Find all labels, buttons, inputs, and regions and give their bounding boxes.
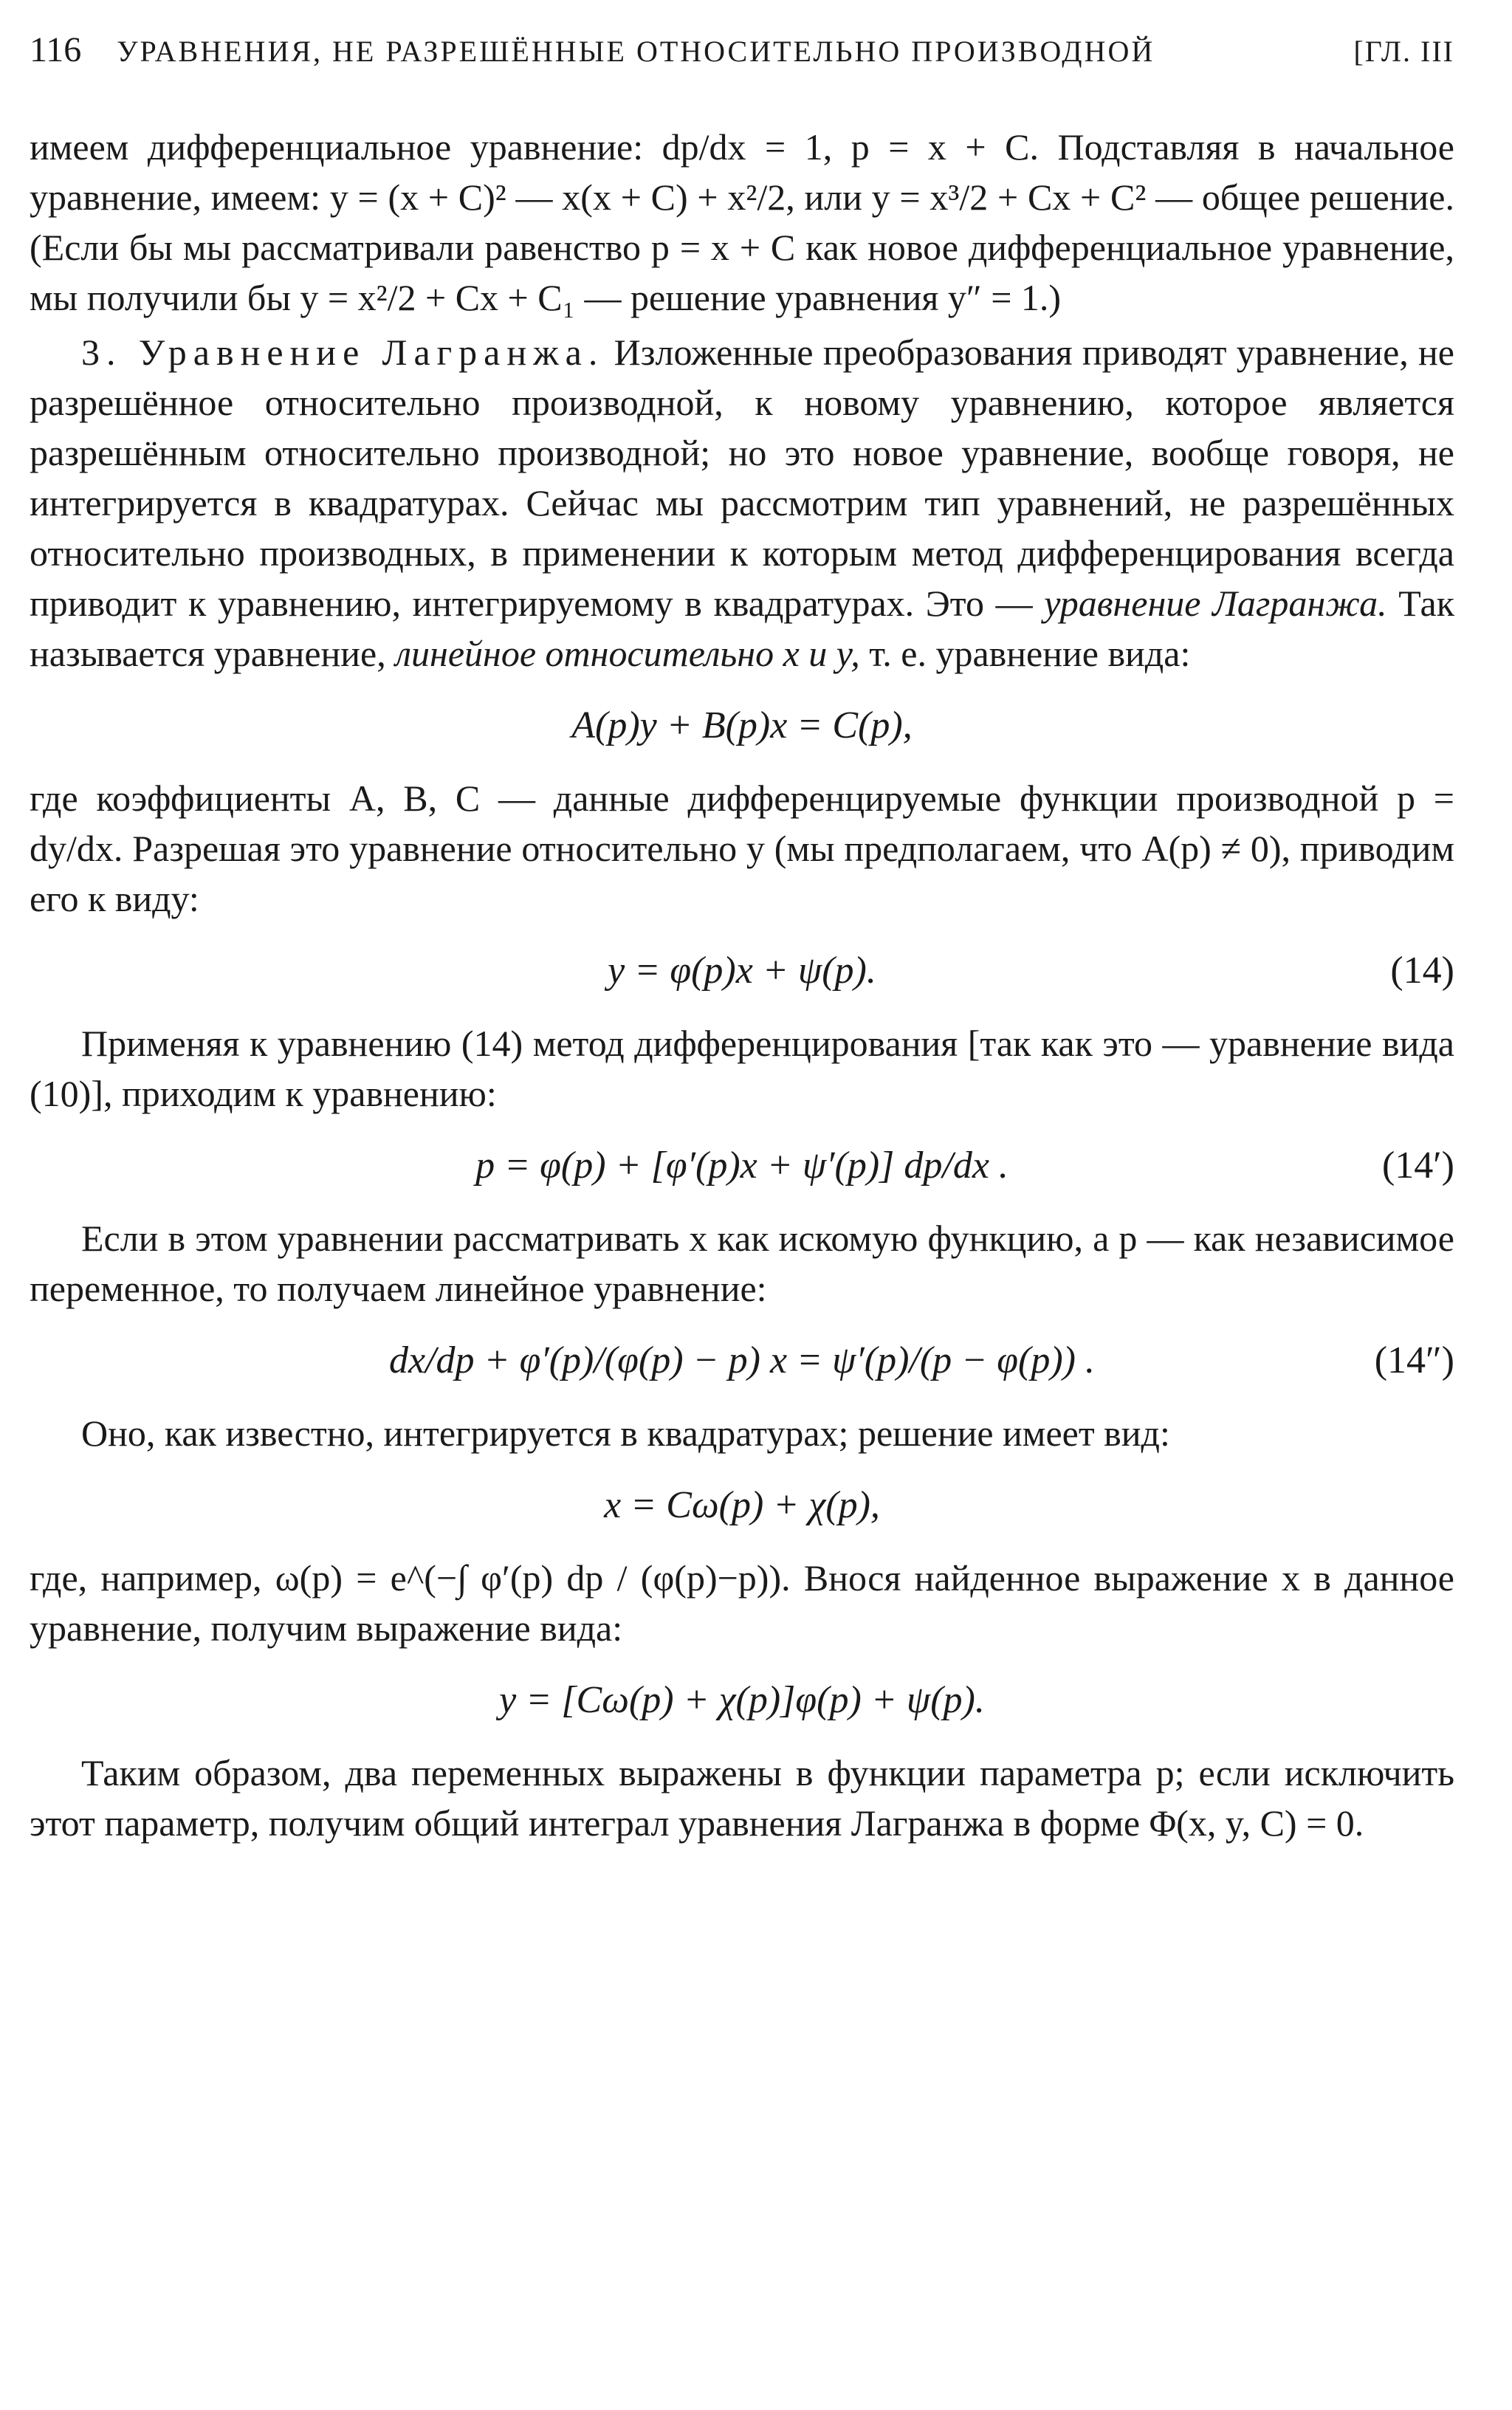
paragraph-text: Так называется уравнение, [30,583,1454,674]
equation-body: y = [Cω(p) + χ(p)]φ(p) + ψ(p). [499,1679,985,1721]
equation-number: (14) [1390,950,1454,992]
section-heading: 3. Уравнение Лагранжа. [81,332,605,373]
paragraph-text: Изложенные преобразования приводят уравнение, не разрешённое относительно производной, к новому уравнению, которое является разрешённым относительно производной; но это новое уравнение, вообще говоря, не интегрируется в квадратурах. Сейчас мы рассмотрим тип уравнений, не разрешённых относительно производных, в применении к которым метод дифференцирования всегда приводит к уравнению, интегрируемому в квадратурах. Это — [30,332,1455,624]
chapter-marker: [ГЛ. III [1353,35,1454,68]
paragraph-lagrange-intro [30,327,1454,679]
paragraph-differentiation: Применяя к уравнению (14) метод дифференцирования [так как это — уравнение вида (10)], приходим к уравнению: [30,1023,1454,1114]
equation-body: dx/dp + φ′(p)/(φ(p) − p) x = ψ′(p)/(p − φ(p)) . [388,1339,1095,1381]
equation-body: p = φ(p) + [φ′(p)x + ψ′(p)] dp/dx . [475,1144,1008,1187]
emphasis-term: линейное относительно x и y, [395,633,860,674]
running-title: УРАВНЕНИЯ, НЕ РАЗРЕШЁННЫЕ ОТНОСИТЕЛЬНО ПРОИЗВОДНОЙ [117,35,1155,68]
paragraph-omega-definition: где, например, ω(p) = e^(−∫ φ′(p) dp / (φ(p)−p)). Внося найденное выражение x в данное уравнение, получим выражение вида: [30,1557,1454,1649]
running-head [30,30,1454,70]
paragraph-linear-equation: Если в этом уравнении рассматривать x как искомую функцию, а p — как независимое переменное, то получаем линейное уравнение: [30,1218,1454,1309]
paragraph-conclusion: Таким образом, два переменных выражены в функции параметра p; если исключить этот параметр, получим общий интеграл уравнения Лагранжа в форме Φ(x, y, C) = 0. [30,1752,1454,1844]
equation-solution-y [30,1674,1454,1727]
paragraph-quadratures: Оно, как известно, интегрируется в квадратурах; решение имеет вид: [81,1412,1170,1454]
equation-solution-x [30,1479,1454,1532]
equation-14-prime [30,1139,1454,1192]
equation-body: A(p)y + B(p)x = C(p), [571,704,913,746]
equation-number: (14′) [1381,1144,1454,1187]
equation-lagrange [30,699,1454,752]
equation-number: (14″) [1374,1339,1454,1381]
equation-body: y = φ(p)x + ψ(p). [608,950,876,992]
paragraph-coefficients: где коэффициенты A, B, C — данные дифференцируемые функции производной p = dy/dx. Разрешая это уравнение относительно y (мы предполагаем, что A(p) ≠ 0), приводим его к виду: [30,777,1454,919]
paragraph-text: т. е. уравнение вида: [859,633,1191,674]
book-page [30,30,1454,2378]
equation-14-double-prime [30,1334,1454,1387]
paragraph-general-solution: имеем дифференциальное уравнение: dp/dx = 1, p = x + C. Подставляя в начальное уравнение, имеем: y = (x + C)² — x(x + C) + x²/2, или y = x³/2 + Cx + C² — общее решение. (Если бы мы рассматривали равенство p = x + C как новое дифференциальное уравнение, мы получили бы y = x²/2 + Cx + C₁ — решение уравнения y″ = 1.) [30,126,1454,318]
page-number: 116 [30,30,82,69]
equation-14 [30,944,1454,998]
equation-body: x = Cω(p) + χ(p), [604,1484,880,1526]
emphasis-term: уравнение Лагранжа. [1044,583,1387,624]
